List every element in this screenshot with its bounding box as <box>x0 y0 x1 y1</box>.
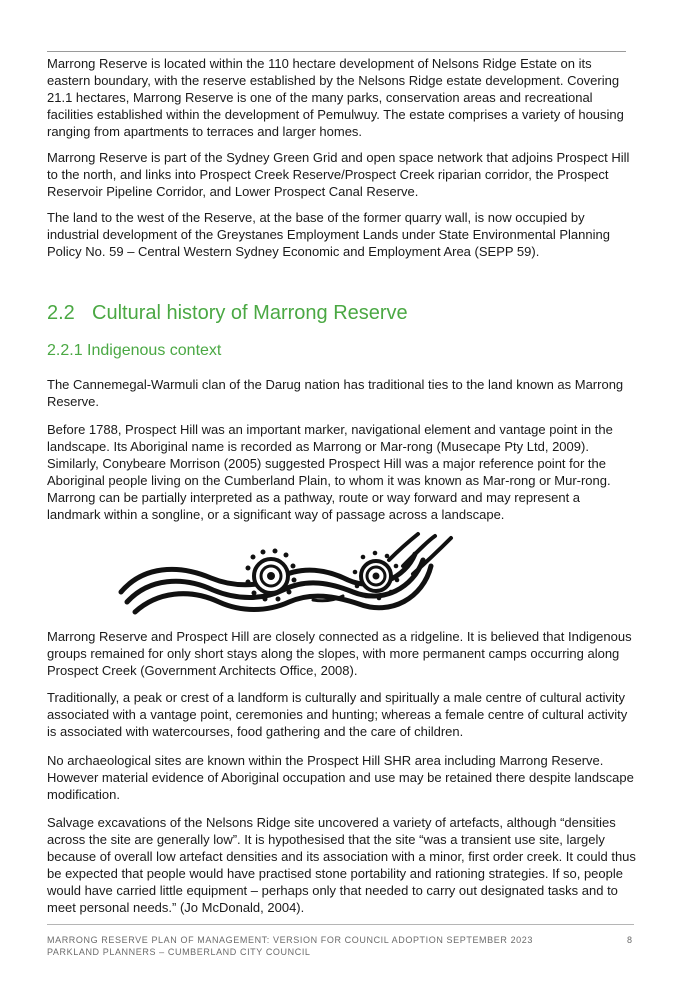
paragraph-west-land: The land to the west of the Reserve, at the base of the former quarry wall, is now occupied by industrial development of the Greystanes Employment Lands under State Environmental Planning Policy No. 59 – Central Western Sydney Economic and Employment Area (SEPP 59). <box>47 210 610 259</box>
header-rule <box>47 51 626 52</box>
page-footer <box>47 934 634 958</box>
paragraph-archaeology: No archaeological sites are known within the Prospect Hill SHR area including Marrong Reserve. However material evidence of Aboriginal occupation and use may be retained there despite landscape modification. <box>47 753 634 802</box>
aboriginal-songline-artwork-icon <box>113 530 473 622</box>
paragraph-tradition: Traditionally, a peak or crest of a landform is culturally and spiritually a male centre of cultural activity associated with a vantage point, ceremonies and hunting; whereas a female centre of cultural activity is associated with watercourses, food gathering and the care of children. <box>47 690 628 739</box>
section-heading <box>47 300 408 326</box>
footer-document-title: MARRONG RESERVE PLAN OF MANAGEMENT: VERSION FOR COUNCIL ADOPTION SEPTEMBER 2023 <box>47 935 533 945</box>
footer-organisation: PARKLAND PLANNERS – CUMBERLAND CITY COUNCIL <box>47 947 311 957</box>
section-number: 2.2 <box>47 302 75 324</box>
paragraph-green-grid: Marrong Reserve is part of the Sydney Green Grid and open space network that adjoins Prospect Hill to the north, and links into Prospect Creek Reserve/Prospect Creek riparian corridor, the Prospect Reservoir Pipeline Corridor, and Lower Prospect Canal Reserve. <box>47 150 630 199</box>
paragraph-excavations: Salvage excavations of the Nelsons Ridge site uncovered a variety of artefacts, although “densities across the site are generally low”. It is hypothesised that the site “was a transient use site, largely because of overall low artefact densities and its association with a minor, first order creek. It could thus be expected that people would have practised stone portability and rationing strategies. If so, people would have carried little equipment – perhaps only that needed to carry out designated tasks and to meet personal needs.” (Jo McDonald, 2004). <box>47 815 636 915</box>
subsection-heading: 2.2.1 Indigenous context <box>47 342 222 359</box>
paragraph-ridgeline: Marrong Reserve and Prospect Hill are closely connected as a ridgeline. It is believed that Indigenous groups remained for only short stays along the slopes, with more permanent camps occurring along Prospect Creek (Government Architects Office, 2008). <box>47 629 632 678</box>
paragraph-location: Marrong Reserve is located within the 110 hectare development of Nelsons Ridge Estate on its eastern boundary, with the reserve established by the Nelsons Ridge estate development. Covering 21.1 hectares, Marrong Reserve is one of the many parks, conservation areas and recreational facilities established within the development of Pemulwuy. The estate comprises a variety of housing ranging from apartments to terraces and larger homes. <box>47 56 624 139</box>
footer-rule <box>47 924 634 925</box>
section-title: Cultural history of Marrong Reserve <box>92 302 408 324</box>
page-number: 8 <box>626 935 632 945</box>
paragraph-before-1788: Before 1788, Prospect Hill was an important marker, navigational element and vantage point in the landscape. Its Aboriginal name is recorded as Marrong or Mar-rong (Musecape Pty Ltd, 2009). Similarly, Conybeare Morrison (2005) suggested Prospect Hill was a major reference point for the Aboriginal people living on the Cumberland Plain, to whom it was known as Mar-rong or Mur-rong. Marrong can be partially interpreted as a pathway, route or way forward and may represent a landmark within a songline, or a significant way of passage across a landscape. <box>47 422 613 522</box>
paragraph-clan: The Cannemegal-Warmuli clan of the Darug nation has traditional ties to the land known as Marrong Reserve. <box>47 377 624 409</box>
